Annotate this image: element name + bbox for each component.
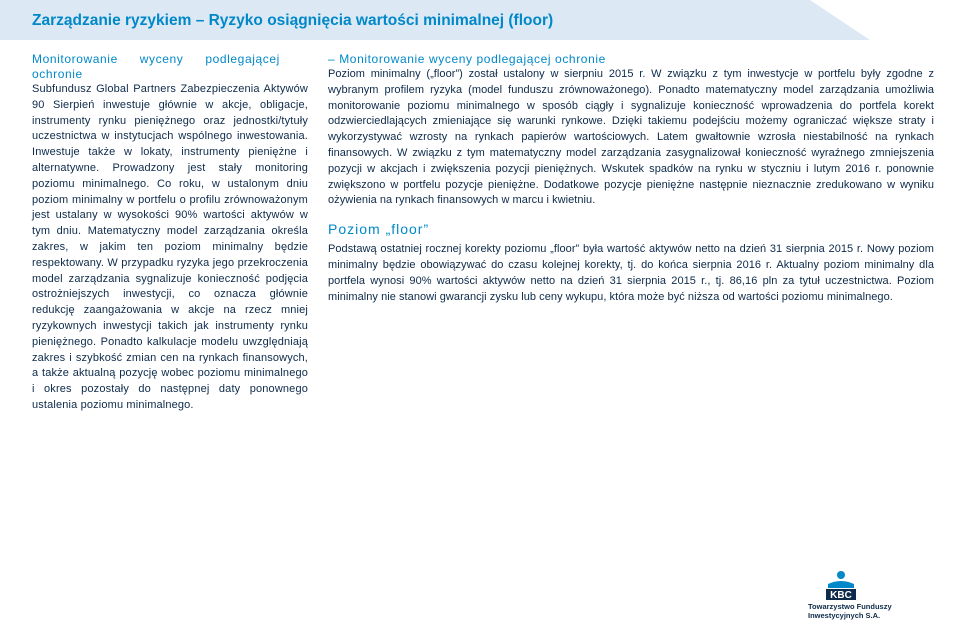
kbc-logo-icon <box>824 568 858 602</box>
floor-heading: Poziom „floor” <box>328 221 430 238</box>
right-section-body: Poziom minimalny („floor”) został ustalony w sierpniu 2015 r. W związku z tym inwestycje w portfelu były zgodne z wybranym profilem ryzyka (model funduszu zrównoważonego). Ponadto matematyczny model zarządzania umożliwia monitorowanie poziomu minimalnego w sposób ciągły i sygnalizuje konieczność wprowadzenia do portfela korekt odzwierciedlających zmieniające się warunki rynkowe. Dzięki takiemu podejściu możemy ograniczać większe straty i wykorzystywać wzrosty na rynkach papierów wartościowych. Latem gwałtownie wzrosła niestabilność na rynkach finansowych. W związku z tym matematyczny model zarządzania zasygnalizował konieczność wyraźnego zmniejszenia pozycji w akcjach i zwiększenia pozycji pieniężnych. Wskutek spadków na rynku w styczniu i lutym 2016 r. ponownie zwiększono w portfelu pozycje pieniężne. Dodatkowe pozycje pieniężne następnie nieznacznie zredukowano w wyniku ożywienia na rynkach finansowych w marcu i kwietniu. <box>328 68 934 207</box>
floor-body: Podstawą ostatniej rocznej korekty poziomu „floor” była wartość aktywów netto na dzień 31 sierpnia 2015 r. Nowy poziom minimalny będzie obowiązywać do czasu kolejnej korekty, tj. do końca sierpnia 2016 r. Aktualny poziom minimalny dla portfela wynosi 90% wartości aktywów netto na dzień 31 sierpnia 2015 r., tj. 86,16 pln za tytuł uczestnictwa. Poziom minimalny nie stanowi gwarancji zysku lub ceny wykupu, która może być niższa od wartości poziomu minimalnego. <box>328 243 934 303</box>
kbc-logo-line1: Towarzystwo Funduszy <box>808 602 892 611</box>
right-column <box>328 52 934 305</box>
left-section-body: Subfundusz Global Partners Zabezpieczenia Aktywów 90 Sierpień inwestuje głównie w akcje, obligacje, instrumenty rynku pieniężnego oraz jednostki/tytuły uczestnictwa w instytucjach wspólnego inwestowania. Inwestuje także w lokaty, instrumenty pieniężne i alternatywne. Prowadzony jest stały monitoring poziomu minimalnego. Co roku, w ustalonym dniu poziom minimalny w portfelu o profilu zrównoważonym jest ustalany w wysokości 90% wartości aktywów w tym dniu. Matematyczny model zarządzania określa zakres, w jakim ten poziom minimalny będzie respektowany. W przypadku ryzyka jego przekroczenia model zarządzania sygnalizuje konieczność podjęcia ostrożniejszych inwestycji, co oznacza głównie redukcję zaangażowania w akcje na rzecz mniej ryzykownych inwestycji takich jak instrumenty rynku pieniężnego. Ponadto kalkulacje modelu uwzględniają zakres i szybkość zmian cen na rynkach finansowych, a także aktualną pozycję wobec poziomu minimalnego i okres pozostały do następnej daty ponownego ustalenia poziomu minimalnego. <box>32 83 308 411</box>
right-section-heading: – Monitorowanie wyceny podlegającej ochronie <box>328 52 606 66</box>
left-section-heading: Monitorowanie wyceny podlegającej ochronie <box>32 52 280 81</box>
kbc-mark-text: KBC <box>830 590 852 601</box>
kbc-logo <box>808 568 892 624</box>
page-title: Zarządzanie ryzykiem – Ryzyko osiągnięcia wartości minimalnej (floor) <box>32 12 554 29</box>
left-column <box>32 52 308 414</box>
kbc-logo-line2: Inwestycyjnych S.A. <box>808 611 881 620</box>
kbc-logo-text <box>808 602 892 620</box>
